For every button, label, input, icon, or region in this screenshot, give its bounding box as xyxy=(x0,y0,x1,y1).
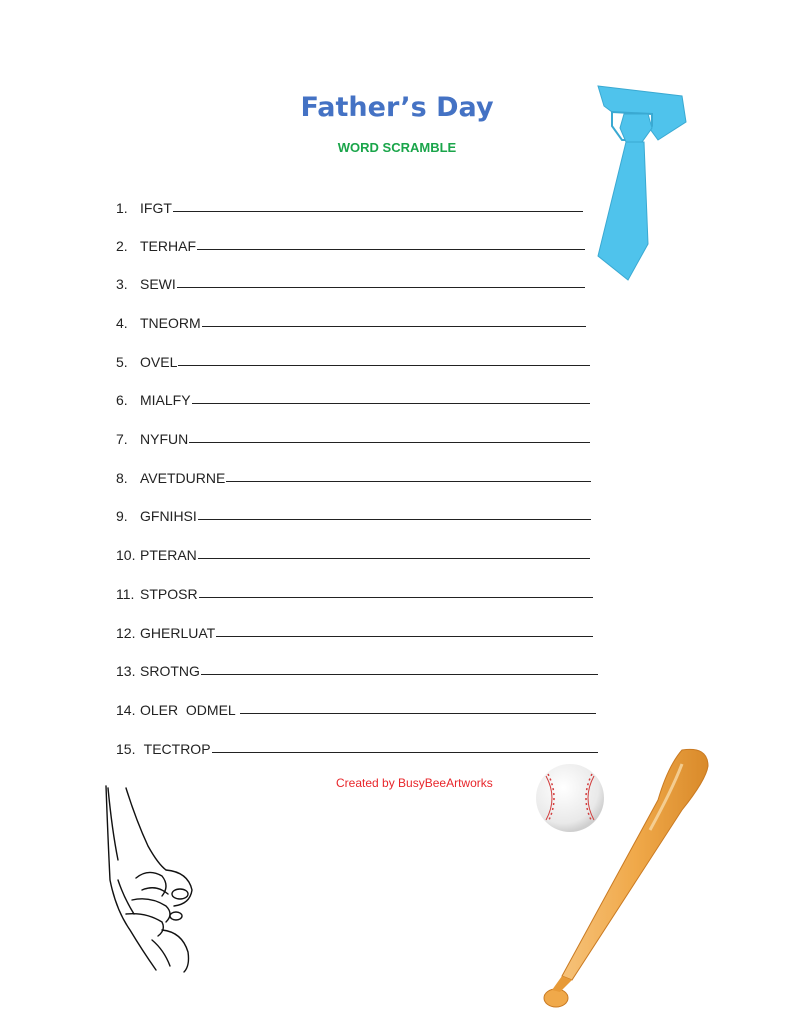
scrambled-word: STPOSR xyxy=(140,586,198,602)
answer-line[interactable] xyxy=(173,197,583,212)
scrambled-word: GFNIHSI xyxy=(140,508,197,524)
list-item xyxy=(116,541,590,563)
answer-line[interactable] xyxy=(202,312,586,327)
scrambled-word: IFGT xyxy=(140,200,172,216)
list-item xyxy=(116,232,585,254)
scrambled-word: SEWI xyxy=(140,276,176,292)
page-title: Father’s Day xyxy=(300,92,494,123)
scrambled-word: TNEORM xyxy=(140,315,201,331)
answer-line[interactable] xyxy=(216,622,593,637)
list-item xyxy=(116,425,590,447)
item-number: 10. xyxy=(116,547,136,563)
list-item xyxy=(116,696,596,718)
scrambled-word: OLER ODMEL xyxy=(140,702,240,718)
holding-hands-sketch-icon xyxy=(96,780,206,975)
credit-text: Created by BusyBeeArtworks xyxy=(336,776,493,790)
item-number: 1. xyxy=(116,200,128,216)
item-number: 7. xyxy=(116,431,128,447)
item-number: 4. xyxy=(116,315,128,331)
list-item xyxy=(116,502,591,524)
scrambled-word: OVEL xyxy=(140,354,178,370)
answer-line[interactable] xyxy=(189,428,590,443)
list-item xyxy=(116,348,590,370)
item-number: 5. xyxy=(116,354,128,370)
scrambled-word: TERHAF xyxy=(140,238,196,254)
list-item xyxy=(116,657,598,679)
list-item xyxy=(116,270,585,292)
answer-line[interactable] xyxy=(240,699,596,714)
answer-line[interactable] xyxy=(178,351,590,366)
answer-line[interactable] xyxy=(192,389,590,404)
item-number: 9. xyxy=(116,508,128,524)
list-item xyxy=(116,619,593,641)
list-item xyxy=(116,464,591,486)
answer-line[interactable] xyxy=(198,544,590,559)
answer-line[interactable] xyxy=(197,235,585,250)
item-number: 2. xyxy=(116,238,128,254)
page-subtitle: WORD SCRAMBLE xyxy=(337,140,457,155)
answer-line[interactable] xyxy=(198,505,591,520)
item-number: 11. xyxy=(116,586,135,602)
item-number: 6. xyxy=(116,392,128,408)
scrambled-word: TECTROP xyxy=(140,741,211,757)
list-item xyxy=(116,386,590,408)
necktie-icon xyxy=(590,84,690,284)
answer-line[interactable] xyxy=(201,660,598,675)
item-number: 15. xyxy=(116,741,136,757)
item-number: 12. xyxy=(116,625,136,641)
scrambled-word: SROTNG xyxy=(140,663,200,679)
answer-line[interactable] xyxy=(199,583,593,598)
item-number: 13. xyxy=(116,663,136,679)
item-number: 3. xyxy=(116,276,128,292)
scrambled-word: GHERLUAT xyxy=(140,625,216,641)
answer-line[interactable] xyxy=(177,273,585,288)
scrambled-word: NYFUN xyxy=(140,431,189,447)
answer-line[interactable] xyxy=(226,467,591,482)
list-item xyxy=(116,194,583,216)
scrambled-word: AVETDURNE xyxy=(140,470,226,486)
item-number: 8. xyxy=(116,470,128,486)
scrambled-word: MIALFY xyxy=(140,392,191,408)
list-item xyxy=(116,580,593,602)
item-number: 14. xyxy=(116,702,136,718)
list-item xyxy=(116,309,586,331)
list-item xyxy=(116,735,598,757)
scrambled-word: PTERAN xyxy=(140,547,197,563)
baseball-bat-icon xyxy=(532,740,722,1020)
